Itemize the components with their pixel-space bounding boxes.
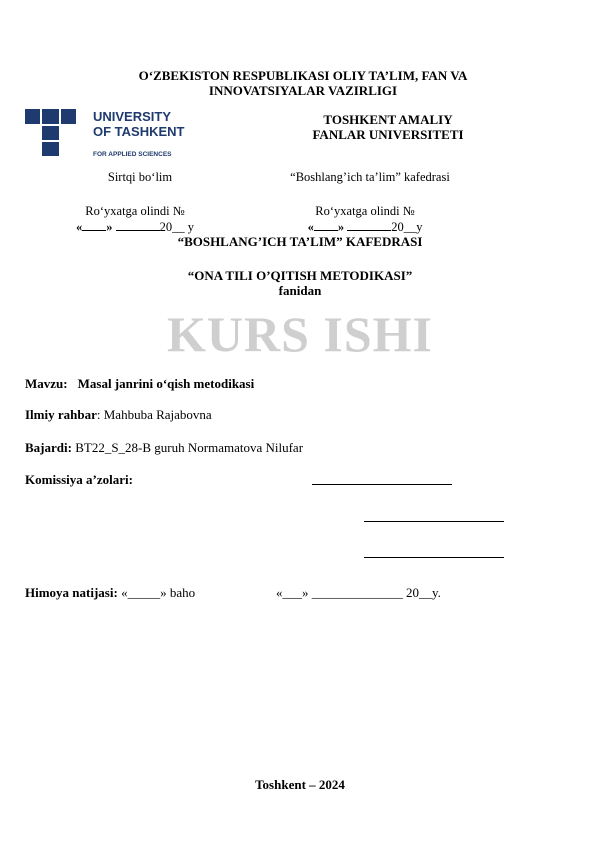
department-left: Sirtqi bo‘lim <box>107 170 173 184</box>
commission-signature-line <box>364 557 504 558</box>
subject-suffix: fanidan <box>278 283 322 298</box>
city-year: Toshkent – 2024 <box>255 777 345 792</box>
university-logo <box>25 109 185 157</box>
registration-left-label: Ro‘yxatga olindi № <box>85 204 185 218</box>
ministry-line-2: INNOVATSIYALAR VAZIRLIGI <box>208 83 398 98</box>
topic-value: Masal janrini o‘qish metodikasi <box>77 376 255 391</box>
registration-right <box>275 204 455 235</box>
topic-field <box>25 376 254 391</box>
subject-heading <box>100 268 500 298</box>
commission-signature-line <box>364 521 504 522</box>
author-value: BT22_S_28-B guruh Normamatova Nilufar <box>71 440 304 455</box>
registration-right-date: « » 20__y <box>307 220 423 234</box>
university-name <box>290 112 486 142</box>
university-line-2: FANLAR UNIVERSITETI <box>312 127 464 142</box>
university-line-1: TOSHKENT AMALIY <box>323 112 453 127</box>
author-label: Bajardi: <box>25 440 72 455</box>
logo-line-1: UNIVERSITY <box>93 109 172 124</box>
kafedra-heading: “BOSHLANG’ICH TA’LIM” KAFEDRASI <box>177 234 423 249</box>
ministry-line-1: O‘ZBEKISTON RESPUBLIKASI OLIY TA’LIM, FAN VA <box>138 68 468 83</box>
defense-grade: «_____» baho <box>117 585 196 600</box>
topic-label: Mavzu: <box>25 376 68 391</box>
logo-line-3: FOR APPLIED SCIENCES <box>93 151 172 157</box>
subject-name: “ONA TILI O’QITISH METODIKASI” <box>187 268 413 283</box>
university-logo-icon <box>25 109 185 157</box>
commission-signature-line <box>312 484 452 485</box>
ministry-heading <box>60 68 546 98</box>
registration-right-label: Ro‘yxatga olindi № <box>315 204 415 218</box>
department-right: “Boshlang’ich ta’lim” kafedrasi <box>290 170 450 184</box>
supervisor-label: Ilmiy rahbar <box>25 407 97 422</box>
supervisor-field <box>25 407 212 422</box>
document-title: KURS ISHI <box>166 306 434 362</box>
defense-label: Himoya natijasi: <box>25 585 118 600</box>
author-field <box>25 440 303 455</box>
commission-label: Komissiya a’zolari: <box>25 472 133 487</box>
logo-line-2: OF TASHKENT <box>93 124 185 139</box>
defense-result <box>25 585 195 600</box>
registration-left <box>45 204 225 235</box>
supervisor-value: : Mahbuba Rajabovna <box>96 407 212 422</box>
registration-left-date: « » 20__ y <box>76 220 194 234</box>
defense-date: «___» ______________ 20__y. <box>276 585 441 600</box>
